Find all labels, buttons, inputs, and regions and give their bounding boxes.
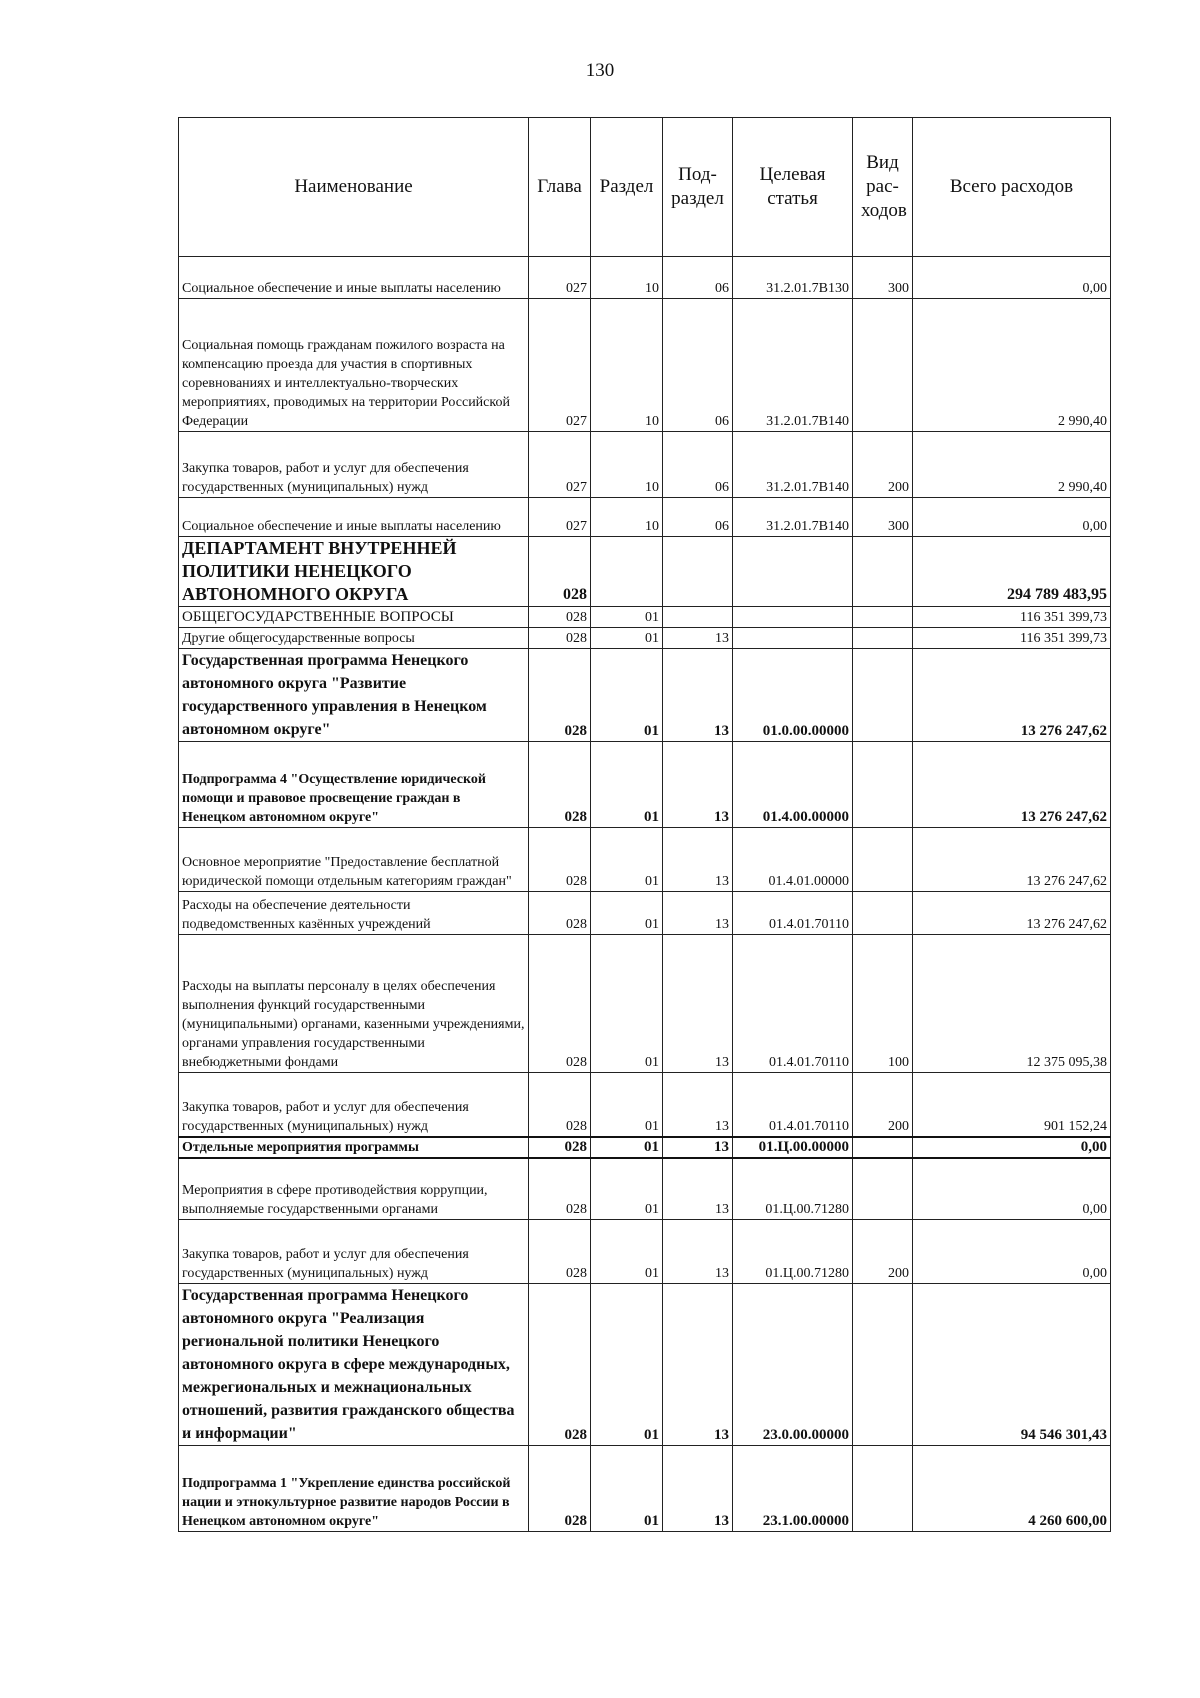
cell-target: 31.2.01.7В140 — [733, 498, 853, 537]
cell-subsection: 13 — [663, 828, 733, 892]
cell-subsection: 13 — [663, 1284, 733, 1446]
cell-subsection: 13 — [663, 935, 733, 1073]
cell-total: 2 990,40 — [913, 432, 1111, 498]
cell-target: 01.0.00.00000 — [733, 649, 853, 742]
cell-type — [853, 1446, 913, 1532]
cell-type: 200 — [853, 1220, 913, 1284]
cell-subsection: 13 — [663, 1220, 733, 1284]
cell-total: 901 152,24 — [913, 1073, 1111, 1137]
header-chapter: Глава — [529, 118, 591, 257]
cell-section: 01 — [591, 1158, 663, 1220]
cell-total: 12 375 095,38 — [913, 935, 1111, 1073]
cell-total: 13 276 247,62 — [913, 892, 1111, 935]
budget-table — [178, 117, 1111, 1532]
cell-chapter: 028 — [529, 537, 591, 607]
header-name: Наименование — [179, 118, 529, 257]
cell-chapter: 028 — [529, 607, 591, 628]
cell-chapter: 028 — [529, 1220, 591, 1284]
header-row — [179, 118, 1111, 257]
cell-total: 0,00 — [913, 498, 1111, 537]
cell-type: 300 — [853, 257, 913, 299]
header-subsection: Под-раздел — [663, 118, 733, 257]
cell-name: Расходы на выплаты персоналу в целях обеспечения выполнения функций государственными (муниципальными) органами, казенными учреждениями, органами управления государственными внебюджетными фондами — [179, 935, 529, 1073]
table-row — [179, 892, 1111, 935]
cell-target: 01.4.01.70110 — [733, 1073, 853, 1137]
cell-chapter: 028 — [529, 1137, 591, 1158]
cell-type: 200 — [853, 432, 913, 498]
cell-type — [853, 649, 913, 742]
table-row — [179, 1284, 1111, 1446]
cell-total: 2 990,40 — [913, 299, 1111, 432]
cell-type — [853, 299, 913, 432]
cell-section: 01 — [591, 1284, 663, 1446]
cell-target — [733, 607, 853, 628]
cell-name: Основное мероприятие "Предоставление бесплатной юридической помощи отдельным категориям граждан" — [179, 828, 529, 892]
cell-chapter: 028 — [529, 828, 591, 892]
cell-subsection: 13 — [663, 742, 733, 828]
table-row — [179, 607, 1111, 628]
cell-section: 01 — [591, 607, 663, 628]
cell-subsection: 13 — [663, 1137, 733, 1158]
cell-name: Социальное обеспечение и иные выплаты населению — [179, 257, 529, 299]
cell-section: 01 — [591, 742, 663, 828]
cell-type — [853, 742, 913, 828]
table-row — [179, 628, 1111, 649]
cell-name: Расходы на обеспечение деятельности подведомственных казённых учреждений — [179, 892, 529, 935]
cell-chapter: 027 — [529, 257, 591, 299]
table-row — [179, 257, 1111, 299]
cell-name: Другие общегосударственные вопросы — [179, 628, 529, 649]
cell-section: 01 — [591, 935, 663, 1073]
cell-total: 294 789 483,95 — [913, 537, 1111, 607]
cell-type: 200 — [853, 1073, 913, 1137]
cell-target: 23.0.00.00000 — [733, 1284, 853, 1446]
cell-chapter: 027 — [529, 299, 591, 432]
cell-section: 01 — [591, 1446, 663, 1532]
cell-name: Подпрограмма 4 "Осуществление юридической помощи и правовое просвещение граждан в Ненецком автономном округе" — [179, 742, 529, 828]
cell-chapter: 028 — [529, 935, 591, 1073]
cell-section: 01 — [591, 1137, 663, 1158]
cell-chapter: 027 — [529, 432, 591, 498]
cell-type — [853, 828, 913, 892]
cell-subsection — [663, 537, 733, 607]
cell-total: 4 260 600,00 — [913, 1446, 1111, 1532]
cell-total: 116 351 399,73 — [913, 607, 1111, 628]
cell-total: 0,00 — [913, 1220, 1111, 1284]
cell-target: 01.4.01.70110 — [733, 892, 853, 935]
cell-total: 0,00 — [913, 257, 1111, 299]
table-row — [179, 537, 1111, 607]
cell-name: Закупка товаров, работ и услуг для обеспечения государственных (муниципальных) нужд — [179, 432, 529, 498]
cell-target: 01.4.00.00000 — [733, 742, 853, 828]
table-row — [179, 649, 1111, 742]
header-total: Всего расходов — [913, 118, 1111, 257]
table-row — [179, 299, 1111, 432]
cell-section — [591, 537, 663, 607]
cell-section: 01 — [591, 892, 663, 935]
cell-subsection: 06 — [663, 432, 733, 498]
cell-type — [853, 607, 913, 628]
cell-target — [733, 628, 853, 649]
cell-target: 01.Ц.00.71280 — [733, 1220, 853, 1284]
cell-chapter: 028 — [529, 628, 591, 649]
table-row — [179, 432, 1111, 498]
table-row — [179, 1220, 1111, 1284]
cell-section: 01 — [591, 828, 663, 892]
cell-target: 31.2.01.7В130 — [733, 257, 853, 299]
cell-subsection — [663, 607, 733, 628]
cell-name: Государственная программа Ненецкого автономного округа "Развитие государственного управления в Ненецком автономном округе" — [179, 649, 529, 742]
cell-type — [853, 537, 913, 607]
cell-subsection: 13 — [663, 649, 733, 742]
table-row — [179, 1446, 1111, 1532]
cell-total: 94 546 301,43 — [913, 1284, 1111, 1446]
table-row — [179, 742, 1111, 828]
cell-chapter: 028 — [529, 649, 591, 742]
cell-name: Закупка товаров, работ и услуг для обеспечения государственных (муниципальных) нужд — [179, 1073, 529, 1137]
table-row — [179, 498, 1111, 537]
cell-chapter: 028 — [529, 1446, 591, 1532]
cell-type — [853, 1158, 913, 1220]
cell-subsection: 13 — [663, 1073, 733, 1137]
header-section: Раздел — [591, 118, 663, 257]
cell-target: 31.2.01.7В140 — [733, 299, 853, 432]
cell-target: 01.4.01.00000 — [733, 828, 853, 892]
cell-subsection: 13 — [663, 1158, 733, 1220]
cell-subsection: 13 — [663, 892, 733, 935]
table-row — [179, 1073, 1111, 1137]
cell-name: ОБЩЕГОСУДАРСТВЕННЫЕ ВОПРОСЫ — [179, 607, 529, 628]
cell-target: 23.1.00.00000 — [733, 1446, 853, 1532]
cell-section: 01 — [591, 1220, 663, 1284]
header-type: Вид рас-ходов — [853, 118, 913, 257]
cell-total: 116 351 399,73 — [913, 628, 1111, 649]
cell-subsection: 13 — [663, 628, 733, 649]
cell-target — [733, 537, 853, 607]
cell-section: 01 — [591, 1073, 663, 1137]
cell-target: 01.4.01.70110 — [733, 935, 853, 1073]
page-number: 130 — [585, 60, 615, 81]
cell-type: 100 — [853, 935, 913, 1073]
cell-type — [853, 1284, 913, 1446]
table-row — [179, 1158, 1111, 1220]
cell-section: 10 — [591, 432, 663, 498]
cell-total: 0,00 — [913, 1158, 1111, 1220]
table-row — [179, 828, 1111, 892]
cell-type: 300 — [853, 498, 913, 537]
cell-chapter: 028 — [529, 892, 591, 935]
cell-chapter: 027 — [529, 498, 591, 537]
table-row — [179, 1137, 1111, 1158]
cell-section: 10 — [591, 498, 663, 537]
cell-target: 01.Ц.00.00000 — [733, 1137, 853, 1158]
cell-subsection: 06 — [663, 299, 733, 432]
cell-name: Подпрограмма 1 "Укрепление единства российской нации и этнокультурное развитие народов России в Ненецком автономном округе" — [179, 1446, 529, 1532]
cell-section: 10 — [591, 299, 663, 432]
cell-name: ДЕПАРТАМЕНТ ВНУТРЕННЕЙ ПОЛИТИКИ НЕНЕЦКОГО АВТОНОМНОГО ОКРУГА — [179, 537, 529, 607]
cell-total: 0,00 — [913, 1137, 1111, 1158]
cell-section: 10 — [591, 257, 663, 299]
cell-name: Государственная программа Ненецкого автономного округа "Реализация региональной политики Ненецкого автономного округа в сфере международных, межрегиональных и межнациональных отношений, развития гражданского общества и информации" — [179, 1284, 529, 1446]
cell-chapter: 028 — [529, 1073, 591, 1137]
cell-name: Социальное обеспечение и иные выплаты населению — [179, 498, 529, 537]
cell-section: 01 — [591, 649, 663, 742]
table-row — [179, 935, 1111, 1073]
cell-chapter: 028 — [529, 1158, 591, 1220]
cell-target: 01.Ц.00.71280 — [733, 1158, 853, 1220]
cell-type — [853, 1137, 913, 1158]
cell-subsection: 06 — [663, 498, 733, 537]
cell-total: 13 276 247,62 — [913, 828, 1111, 892]
cell-subsection: 06 — [663, 257, 733, 299]
cell-name: Отдельные мероприятия программы — [179, 1137, 529, 1158]
cell-total: 13 276 247,62 — [913, 742, 1111, 828]
cell-section: 01 — [591, 628, 663, 649]
cell-name: Мероприятия в сфере противодействия коррупции, выполняемые государственными органами — [179, 1158, 529, 1220]
cell-chapter: 028 — [529, 742, 591, 828]
cell-target: 31.2.01.7В140 — [733, 432, 853, 498]
header-target: Целевая статья — [733, 118, 853, 257]
cell-type — [853, 628, 913, 649]
cell-total: 13 276 247,62 — [913, 649, 1111, 742]
cell-name: Социальная помощь гражданам пожилого возраста на компенсацию проезда для участия в спортивных соревнованиях и интеллектуально-творческих мероприятиях, проводимых на территории Российской Федерации — [179, 299, 529, 432]
cell-name: Закупка товаров, работ и услуг для обеспечения государственных (муниципальных) нужд — [179, 1220, 529, 1284]
cell-chapter: 028 — [529, 1284, 591, 1446]
cell-type — [853, 892, 913, 935]
cell-subsection: 13 — [663, 1446, 733, 1532]
